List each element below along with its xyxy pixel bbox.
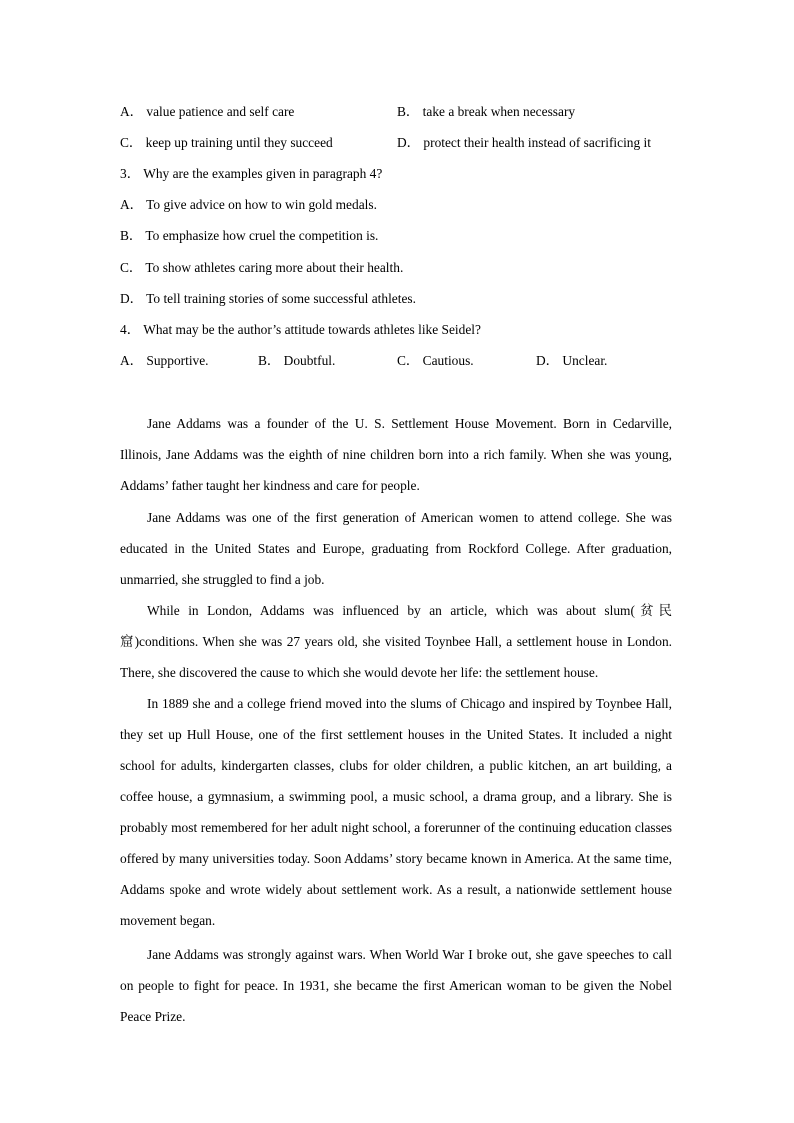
- q2-option-c: C． keep up training until they succeed: [120, 135, 333, 150]
- q2-option-d: D． protect their health instead of sacrificing it: [397, 135, 651, 150]
- passage-paragraph-5: [120, 939, 672, 1032]
- passage-paragraph-1: [120, 408, 672, 501]
- q3-option-d: D． To tell training stories of some successful athletes.: [120, 291, 416, 306]
- q3-stem: 3． Why are the examples given in paragraph 4?: [120, 166, 383, 181]
- q2-option-a: A． value patience and self care: [120, 104, 295, 119]
- q4-stem: 4． What may be the author’s attitude towards athletes like Seidel?: [120, 322, 481, 337]
- q3-option-a: A． To give advice on how to win gold medals.: [120, 197, 377, 212]
- passage-paragraph-2-text: Jane Addams was one of the first generation of American women to attend college. She was educated in the United States and Europe, graduating from Rockford College. After graduation, unmarried, she struggled to find a job.: [120, 510, 672, 587]
- q3-option-b: B． To emphasize how cruel the competition is.: [120, 228, 379, 243]
- passage-paragraph-5-text: Jane Addams was strongly against wars. When World War I broke out, she gave speeches to call on people to fight for peace. In 1931, she became the first American woman to be given the Nobel Peace Prize.: [120, 947, 672, 1024]
- passage-paragraph-4-text: In 1889 she and a college friend moved into the slums of Chicago and inspired by Toynbee Hall, they set up Hull House, one of the first settlement houses in the United States. It included a night school for adults, kindergarten classes, clubs for older children, a public kitchen, an art building, a coffee house, a gymnasium, a swimming pool, a music school, a drama group, and a library. She is probably most remembered for her adult night school, a forerunner of the continuing education classes offered by many universities today. Soon Addams’ story became known in America. At the same time, Addams spoke and wrote widely about settlement work. As a result, a nationwide settlement house movement began.: [120, 696, 672, 928]
- passage-paragraph-1-text: Jane Addams was a founder of the U. S. Settlement House Movement. Born in Cedarville, Illinois, Jane Addams was the eighth of nine children born into a rich family. When she was young, Addams’ father taught her kindness and care for people.: [120, 416, 672, 493]
- q4-option-b: B． Doubtful.: [258, 353, 336, 368]
- q3-option-c: C． To show athletes caring more about their health.: [120, 260, 404, 275]
- passage-paragraph-2: [120, 502, 672, 595]
- q4-option-a: A． Supportive.: [120, 353, 209, 368]
- passage-paragraph-4: [120, 688, 672, 936]
- passage-paragraph-3-text: While in London, Addams was influenced by an article, which was about slum(贫民窟)conditions. When she was 27 years old, she visited Toynbee Hall, a settlement house in London. There, she discovered the cause to which she would devote her life: the settlement house.: [120, 603, 672, 680]
- q2-option-b: B． take a break when necessary: [397, 104, 576, 119]
- q4-option-d: D． Unclear.: [536, 353, 608, 368]
- q4-option-c: C． Cautious.: [397, 353, 474, 368]
- passage-paragraph-3: [120, 595, 672, 688]
